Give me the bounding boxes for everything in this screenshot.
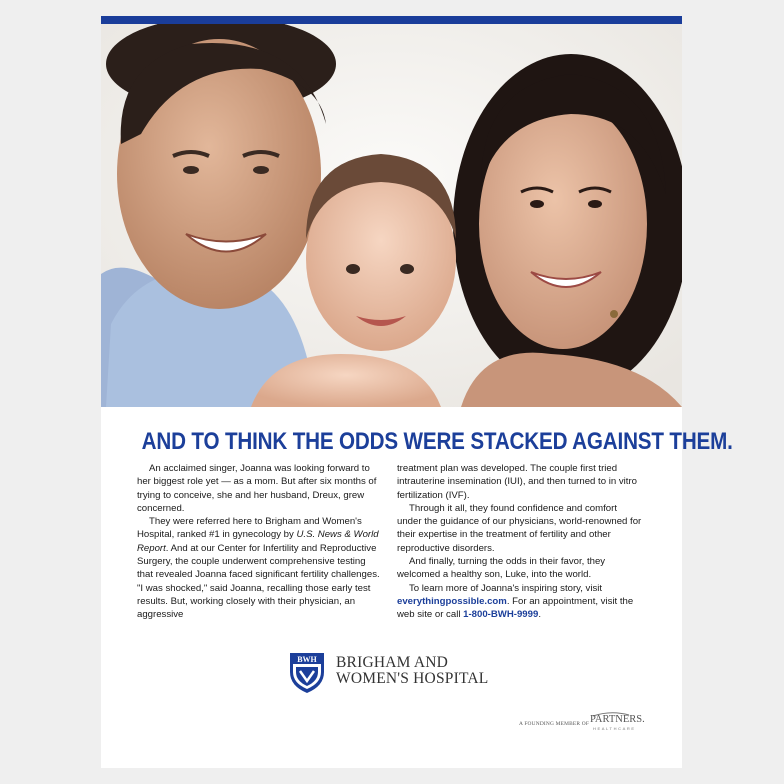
family-photo	[101, 24, 682, 407]
body-column-left	[137, 462, 383, 622]
advertisement-page	[101, 16, 733, 768]
body-paragraph	[397, 582, 643, 622]
body-text: .	[538, 609, 541, 621]
body-text: They were referred here to Brigham and Women's Hospital, ranked #1 in gynecology by	[137, 516, 362, 541]
hospital-name-line2: WOMEN'S HOSPITAL	[336, 670, 489, 687]
shield-text: BWH	[297, 655, 317, 664]
brigham-womens-logo	[289, 652, 509, 696]
body-column-right	[397, 462, 643, 622]
body-text: . For an appointment, visit the web site or call	[397, 595, 634, 621]
partners-name: PARTNERS.	[590, 714, 645, 725]
partners-prefix: A FOUNDING MEMBER OF	[519, 721, 590, 727]
headline: AND TO THINK THE ODDS WERE STACKED AGAINST THEM.	[141, 428, 733, 455]
body-text: . And at our Center for Infertility and Reproductive Surgery, the couple underwent comprehensive testing that revealed Joanna faced significant fertility challenges. "I was shocked," said Joanna, recalling those early test results. But, working closely with their physician, an aggressive	[137, 542, 380, 621]
hospital-name-line1: BRIGHAM AND	[336, 654, 449, 671]
partners-sub: HEALTHCARE	[593, 726, 636, 731]
body-text: To learn more of Joanna's inspiring story, visit	[409, 582, 603, 594]
body-paragraph: Through it all, they found confidence and comfort under the guidance of our physicians, world-renowned for their expertise in the treatment of fertility and other reproductive disorders.	[397, 502, 642, 554]
publication-name: U.S. News & World Report	[137, 529, 379, 554]
hospital-name	[336, 655, 488, 687]
website-link[interactable]: everythingpossible.com	[397, 595, 507, 607]
body-paragraph: And finally, turning the odds in their favor, they welcomed a healthy son, Luke, into the world.	[397, 556, 606, 581]
body-paragraph	[137, 515, 383, 621]
phone-number[interactable]: 1-800-BWH-9999	[463, 609, 539, 621]
partners-healthcare-logo	[519, 713, 669, 735]
shield-icon	[289, 652, 325, 694]
body-paragraph: treatment plan was developed. The couple first tried intrauterine insemination (IUI), and then turned to in vitro fertilization (IVF).	[397, 463, 637, 501]
top-blue-rule	[101, 16, 682, 24]
body-paragraph: An acclaimed singer, Joanna was looking forward to her biggest role yet — as a mom. But after six months of trying to conceive, she and her husband, Dreux, grew concerned.	[137, 463, 377, 514]
